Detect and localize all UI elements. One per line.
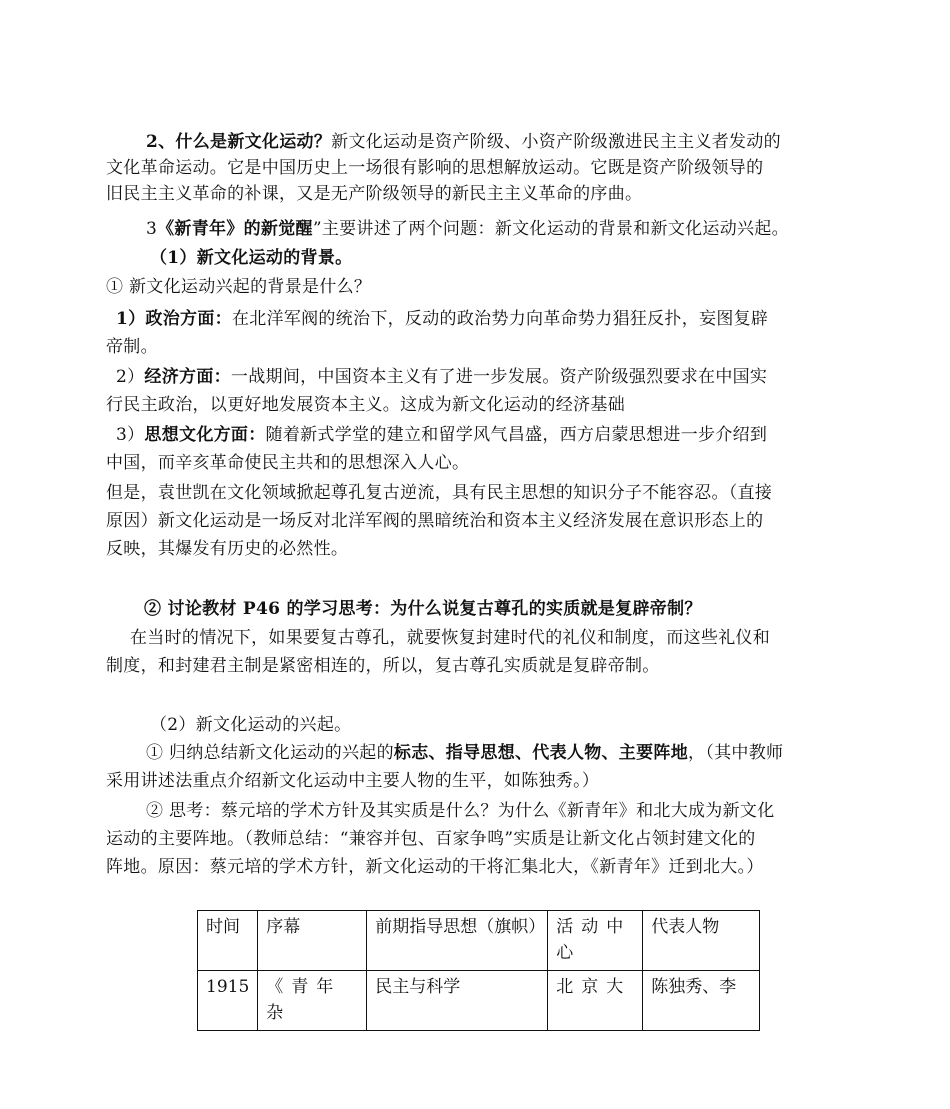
paragraph-3 bbox=[146, 216, 789, 242]
however-line-1: 但是，袁世凯在文化领域掀起尊孔复古逆流，具有民主思想的知识分子不能容忍。（直接 bbox=[106, 483, 773, 503]
number: 3） bbox=[116, 425, 145, 445]
cell-representatives: 陈独秀、李 bbox=[643, 971, 760, 1031]
text: 一战期间，中国资本主义有了进一步发展。资产阶级强烈要求在中国实 bbox=[230, 367, 768, 387]
text: 随着新式学堂的建立和留学风气昌盛，西方启蒙思想进一步介绍到 bbox=[265, 425, 768, 445]
text: ① 归纳总结新文化运动的兴起的 bbox=[146, 743, 394, 763]
question-1: ① 新文化运动兴起的背景是什么？ bbox=[106, 277, 372, 297]
however-line-2: 原因）新文化运动是一场反对北洋军阀的黑暗统治和资本主义经济发展在意识形态上的 bbox=[106, 511, 764, 531]
background-heading: （1）新文化运动的背景。 bbox=[150, 248, 353, 268]
rise-item-2-line-3: 阵地。原因：蔡元培的学术方针，新文化运动的干将汇集北大，《新青年》迁到北大。） bbox=[106, 857, 764, 877]
header-time: 时间 bbox=[198, 911, 258, 971]
text: 新文化运动是资产阶级、小资产阶级激进民主主义者发动的 bbox=[331, 132, 781, 152]
number: 2） bbox=[116, 367, 145, 387]
header-activity-center: 活动中心 bbox=[548, 911, 643, 971]
section-title: 《新青年》的新觉醒 bbox=[157, 219, 313, 239]
paragraph-2-line-3: 旧民主主义革命的补课，又是无产阶级领导的新民主主义革命的序曲。 bbox=[106, 184, 643, 204]
label: 经济方面： bbox=[144, 367, 231, 387]
rise-item-2-line-2: 运动的主要阵地。（教师总结：“兼容并包、百家争鸣”实质是让新文化占领封建文化的 bbox=[106, 829, 756, 849]
political-line-2: 帝制。 bbox=[106, 337, 158, 357]
table-header-row bbox=[198, 911, 760, 971]
rise-item-2-line-1: ② 思考：蔡元培的学术方针及其实质是什么？为什么《新青年》和北大成为新文化 bbox=[146, 801, 775, 821]
summary-table bbox=[197, 910, 760, 1031]
label: 1）政治方面： bbox=[116, 309, 232, 329]
cell-prelude: 《青年杂 bbox=[258, 971, 367, 1031]
political-line-1 bbox=[116, 306, 768, 332]
number: 3 bbox=[146, 219, 158, 239]
cell-activity-center: 北京大 bbox=[548, 971, 643, 1031]
text: ，（其中教师 bbox=[688, 743, 784, 763]
economic-line-1 bbox=[116, 364, 767, 390]
text: 在北洋军阀的统治下，反动的政治势力向革命势力猖狂反扑，妄图复辟 bbox=[231, 309, 769, 329]
cell-guiding-thought: 民主与科学 bbox=[367, 971, 548, 1031]
answer-line-2: 制度，和封建君主制是紧密相连的，所以，复古尊孔实质就是复辟帝制。 bbox=[106, 656, 660, 676]
question-2: ② 讨论教材 P46 的学习思考：为什么说复古尊孔的实质就是复辟帝制？ bbox=[144, 599, 702, 619]
economic-line-2: 行民主政治，以更好地发展资本主义。这成为新文化运动的经济基础 bbox=[106, 395, 625, 415]
header-guiding-thought: 前期指导思想（旗帜） bbox=[367, 911, 548, 971]
rise-heading: （2）新文化运动的兴起。 bbox=[150, 715, 352, 735]
header-representatives: 代表人物 bbox=[643, 911, 760, 971]
paragraph-2-line-2: 文化革命运动。它是中国历史上一场很有影响的思想解放运动。它既是资产阶级领导的 bbox=[106, 158, 764, 178]
question-heading: 2、什么是新文化运动？ bbox=[146, 132, 332, 152]
answer-line-1: 在当时的情况下，如果要复古尊孔，就要恢复封建时代的礼仪和制度，而这些礼仪和 bbox=[130, 628, 771, 648]
rise-item-1-line-2: 采用讲述法重点介绍新文化运动中主要人物的生平，如陈独秀。） bbox=[106, 771, 600, 791]
emphasis: 标志、指导思想、代表人物、主要阵地 bbox=[393, 743, 689, 763]
cell-time: 1915 bbox=[198, 971, 258, 1031]
paragraph-2-line-1 bbox=[146, 129, 781, 155]
label: 思想文化方面： bbox=[144, 425, 266, 445]
rise-item-1-line-1 bbox=[146, 740, 783, 766]
ideology-line-2: 中国，而辛亥革命使民主共和的思想深入人心。 bbox=[106, 453, 470, 473]
text: ”主要讲述了两个问题：新文化运动的背景和新文化运动兴起。 bbox=[312, 219, 789, 239]
ideology-line-1 bbox=[116, 422, 767, 448]
table-row bbox=[198, 971, 760, 1031]
however-line-3: 反映，其爆发有历史的必然性。 bbox=[106, 539, 349, 559]
header-prelude: 序幕 bbox=[258, 911, 367, 971]
